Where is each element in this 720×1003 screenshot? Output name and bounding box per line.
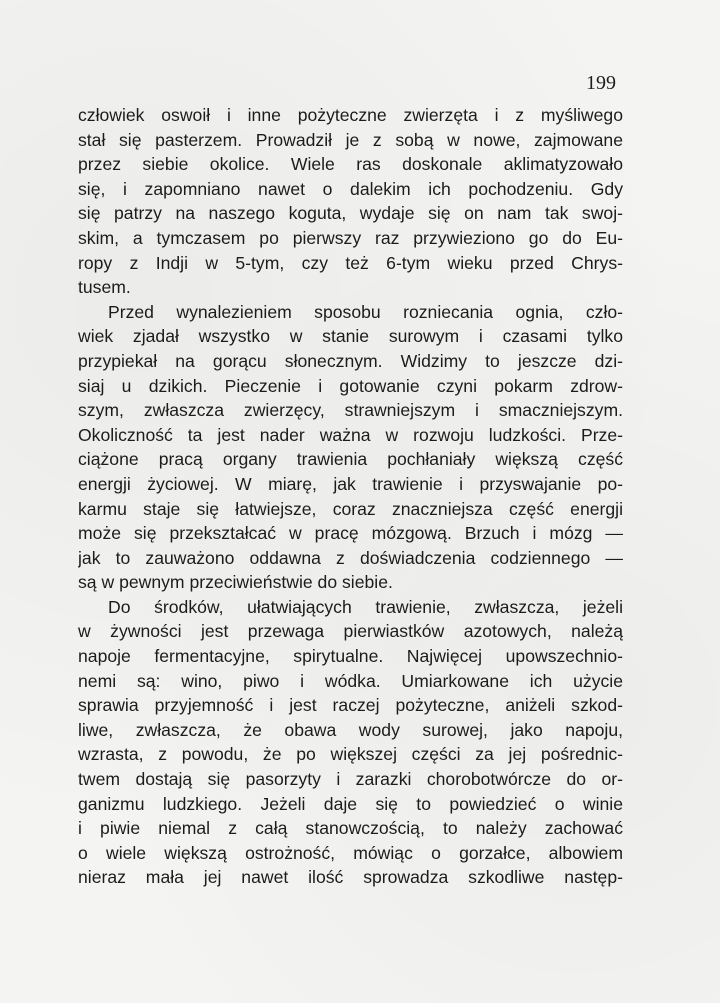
text-line: o wiele większą ostrożność, mówiąc o gorzałce, albowiem [78,842,623,863]
text-line: przez siebie okolice. Wiele ras doskonale aklimatyzowało [78,154,623,175]
text-line: są w pewnym przeciwieństwie do siebie. [78,572,393,593]
page-number: 199 [586,72,616,94]
text-line: ganizmu ludzkiego. Jeżeli daje się to powiedzieć o winie [78,793,623,814]
text-line: siaj u dzikich. Pieczenie i gotowanie czyni pokarm zdrow- [78,375,623,396]
text-line: się, i zapomniano nawet o dalekim ich pochodzeniu. Gdy [78,178,623,199]
text-line: przypiekał na gorącu słonecznym. Widzimy to jeszcze dzi- [78,350,623,371]
text-line: karmu staje się łatwiejsze, coraz znaczniejsza część energji [78,498,623,519]
text-line: może się przekształcać w pracę mózgową. Brzuch i mózg — [78,523,623,544]
text-line: nieraz mała jej nawet ilość sprowadza szkodliwe następ- [78,867,623,888]
text-line: stał się pasterzem. Prowadził je z sobą w nowe, zajmowane [78,129,623,150]
text-line: i piwie niemal z całą stanowczością, to należy zachować [78,818,623,839]
text-line: wzrasta, z powodu, że po większej części za jej pośrednic- [78,744,623,765]
text-line: nemi są: wino, piwo i wódka. Umiarkowane ich użycie [78,670,623,691]
text-line: liwe, zwłaszcza, że obawa wody surowej, jako napoju, [78,719,623,740]
text-line: ropy z Indji w 5-tym, czy też 6-tym wieku przed Chrys- [78,252,623,273]
text-line: człowiek oswoił i inne pożyteczne zwierzęta i z myśliwego [78,105,623,125]
text-line: Przed wynalezieniem sposobu rozniecania ognia, czło- [108,301,623,322]
text-line: się patrzy na naszego koguta, wydaje się on nam tak swoj- [78,203,623,224]
text-line: w żywności jest przewaga pierwiastków azotowych, należą [78,621,623,642]
text-line: skim, a tymczasem po pierwszy raz przywieziono go do Eu- [78,227,623,248]
text-line: twem dostają się pasorzyty i zarazki chorobotwórcze do or- [78,769,623,790]
text-line: Do środków, ułatwiających trawienie, zwłaszcza, jeżeli [108,596,623,617]
text-line: napoje fermentacyjne, spirytualne. Najwięcej upowszechnio- [78,646,623,667]
text-line: Okoliczność ta jest nader ważna w rozwoju ludzkości. Prze- [78,424,623,445]
text-line: ciążone pracą organy trawienia pochłaniały większą część [78,449,623,470]
text-line: energji życiowej. W miarę, jak trawienie i przyswajanie po- [78,473,623,494]
text-line: tusem. [78,277,131,298]
body-text [78,103,623,890]
text-line: szym, zwłaszcza zwierzęcy, strawniejszym i smaczniejszym. [78,400,623,421]
text-line: sprawia przyjemność i jest raczej pożyteczne, aniżeli szkod- [78,695,623,716]
text-line: wiek zjadał wszystko w stanie surowym i czasami tylko [78,326,623,347]
text-line: jak to zauważono oddawna z doświadczenia codziennego — [78,547,623,568]
